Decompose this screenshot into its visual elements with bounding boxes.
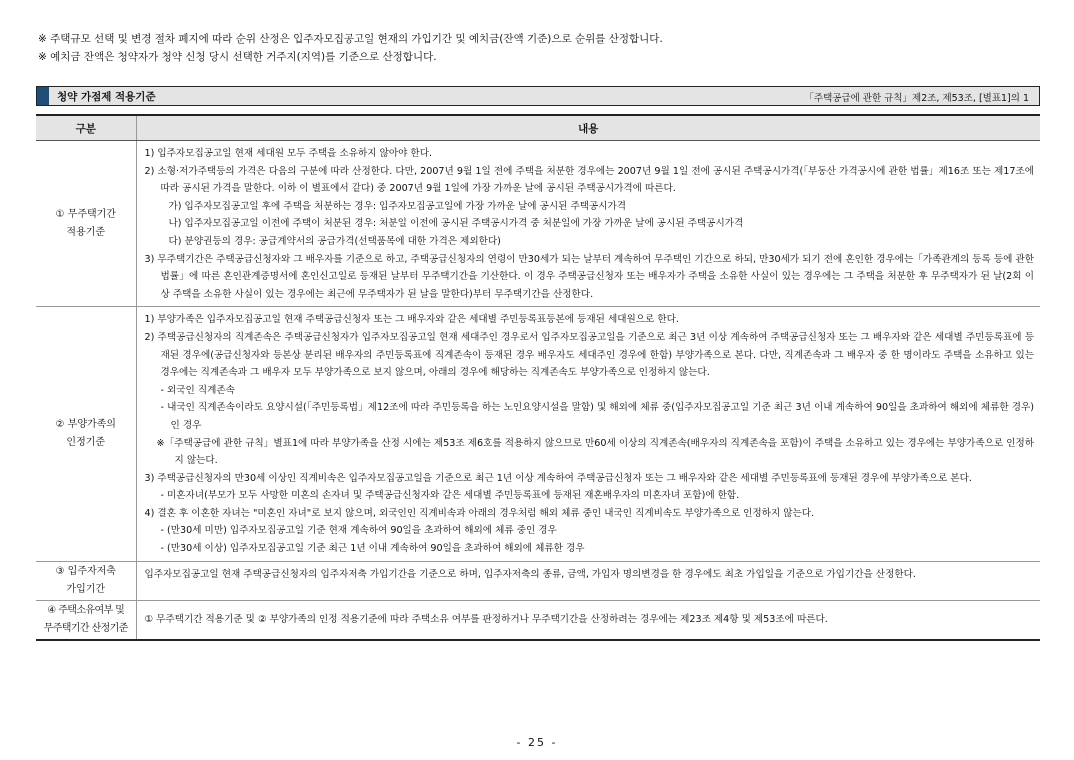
content-line: 1) 입주자모집공고일 현재 세대원 모두 주택을 소유하지 않아야 한다. <box>144 148 433 159</box>
category-label: 가입기간 <box>66 583 106 595</box>
content-cell <box>136 307 1040 561</box>
content-line: 2) 주택공급신청자의 직계존속은 주택공급신청자가 입주자모집공고일 현재 세대주인 경우로서 입주자모집공고일을 기준으로 최근 3년 이상 계속하여 주택공급신청자 또는 그 배우자와 같은 세대별 주민등록표에 등재된 경우에(공급신청자와 등본상 분리된 배우자의 주민등록표에 직계존속이 등재된 경우 배우자도 세대주인 경우에 한함) 부양가족으로 본다. 다만, 직계존속과 그 배우자 중 한 명이라도 주택을 소유하고 있는 경우에는 직계존속과 그 배우자 모두 부양가족으로 보지 않으며, 아래의 경우에 해당하는 직계존속도 부양가족으로 인정하지 않는다. <box>144 331 1034 379</box>
content-line: - (만30세 이상) 입주자모집공고일 기준 최근 1년 이내 계속하여 90일을 초과하여 해외에 체류한 경우 <box>160 543 585 555</box>
category-label: ④ 주택소유여부 및 <box>47 604 125 616</box>
table-row-no-home-period <box>36 141 1040 307</box>
content-line: 입주자모집공고일 현재 주택공급신청자의 입주자저축 가입기간을 기준으로 하며, 입주자저축의 종류, 금액, 가입자 명의변경을 한 경우에도 최초 가입일을 기준으로 가입기간을 산정한다. <box>144 568 916 580</box>
category-label: 인정기준 <box>66 437 106 448</box>
content-line: - (만30세 미만) 입주자모집공고일 기준 현재 계속하여 90일을 초과하여 해외에 체류 중인 경우 <box>160 525 557 537</box>
section-title: 청약 가점제 적용기준 <box>57 91 156 103</box>
content-line: - 외국인 직계존속 <box>160 384 235 396</box>
content-cell <box>136 600 1040 640</box>
note-housing-size: ※ 주택규모 선택 및 변경 절차 폐지에 따라 순위 산정은 입주자모집공고일 현재의 가입기간 및 예치금(잔액 기준)으로 순위를 산정합니다. <box>38 33 663 45</box>
section-marker <box>37 87 49 105</box>
content-line: 3) 주택공급신청자의 만30세 이상인 직계비속은 입주자모집공고일을 기준으로 최근 1년 이상 계속하여 주택공급신청자 또는 그 배우자와 같은 세대별 주민등록표에 등재된 경우에 부양가족으로 본다. <box>144 472 972 484</box>
table-row-savings-period <box>36 561 1040 600</box>
content-line: 나) 입주자모집공고일 이전에 주택이 처분된 경우: 처분일 이전에 공시된 주택공시가격 중 처분일에 가장 가까운 날에 공시된 주택공시가격 <box>168 218 744 230</box>
content-line: 3) 무주택기간은 주택공급신청자와 그 배우자를 기준으로 하고, 주택공급신청자의 연령이 만30세가 되는 날부터 계속하여 무주택인 기간으로 하되, 만30세가 되기 전에 혼인한 경우에는「가족관계의 등록 등에 관한 법률」에 따른 혼인관계증명서에 혼인신고일로 등재된 날부터 무주택기간을 기산한다. 이 경우 주택공급신청자 또는 배우자가 주택을 소유한 사실이 있는 경우에는 그 주택을 처분한 후 무주택자가 된 날(2회 이상 주택을 소유한 사실이 있는 경우에는 최근에 무주택자가 된 날을 말한다)부터 무주택기간을 산정한다. <box>144 253 1034 300</box>
table-row-ownership-criteria <box>36 600 1040 640</box>
content-cell <box>136 561 1040 600</box>
content-line: 가) 입주자모집공고일 후에 주택을 처분하는 경우: 입주자모집공고일에 가장 가까운 날에 공시된 주택공시가격 <box>168 200 627 212</box>
category-label: 적용기준 <box>66 226 106 238</box>
category-cell <box>36 307 136 561</box>
content-line: 4) 결혼 후 이혼한 자녀는 "미혼인 자녀"로 보지 않으며, 외국인인 직계비속과 아래의 경우처럼 해외 체류 중인 내국인 직계비속도 부양가족으로 인정하지 않는다. <box>144 507 815 519</box>
category-label: ② 부양가족의 <box>55 419 116 430</box>
section-header <box>36 86 1040 106</box>
scoring-criteria-table <box>36 114 1040 641</box>
header-content: 내용 <box>136 115 1040 141</box>
content-line: - 미혼자녀(부모가 모두 사망한 미혼의 손자녀 및 주택공급신청자와 같은 세대별 주민등록표에 등재된 재혼배우자의 미혼자녀 포함)에 한함. <box>160 490 740 502</box>
category-label: ③ 입주자저축 <box>55 565 116 577</box>
category-cell <box>36 561 136 600</box>
content-line: ① 무주택기간 적용기준 및 ② 부양가족의 인정 적용기준에 따라 주택소유 여부를 판정하거나 무주택기간을 산정하려는 경우에는 제23조 제4항 및 제53조에 따른다. <box>144 614 828 626</box>
content-line: 2) 소형·저가주택등의 가격은 다음의 구분에 따라 산정한다. 다만, 2007년 9월 1일 전에 주택을 처분한 경우에는 2007년 9월 1일 전에 공시된 주택공시가격(「부동산 가격공시에 관한 법률」제16조 또는 제17조에 따라 공시된 가격을 말한다. 이하 이 별표에서 같다) 중 2007년 9월 1일에 가장 가까운 날에 공시된 주택공시가격에 따른다. <box>144 165 1034 195</box>
page-number: - 25 - <box>516 736 558 749</box>
content-line: 1) 부양가족은 입주자모집공고일 현재 주택공급신청자 또는 그 배우자와 같은 세대별 주민등록표등본에 등재된 세대원으로 한다. <box>144 314 679 326</box>
content-line: 다) 분양권등의 경우: 공급계약서의 공급가격(선택품목에 대한 가격은 제외한다) <box>168 235 501 247</box>
content-line: ※「주택공급에 관한 규칙」별표1에 따라 부양가족을 산정 시에는 제53조 제6호를 적용하지 않으므로 만60세 이상의 직계존속(배우자의 직계존속을 포함)이 주택을 소유하고 있는 경우에는 부양가족으로 인정하지 않는다. <box>156 437 1034 467</box>
category-cell <box>36 141 136 307</box>
content-cell <box>136 141 1040 307</box>
section-reference: 「주택공급에 관한 규칙」제2조, 제53조, [별표1]의 1 <box>804 93 1029 104</box>
notes <box>38 30 663 66</box>
note-deposit-balance: ※ 예치금 잔액은 청약자가 청약 신청 당시 선택한 거주지(지역)를 기준으로 산정합니다. <box>38 51 437 63</box>
category-label: 무주택기간 산정기준 <box>43 622 128 634</box>
content-line: - 내국인 직계존속이라도 요양시설(「주민등록법」제12조에 따라 주민등록을 하는 노인요양시설을 말함) 및 해외에 체류 중(입주자모집공고일 기준 최근 3년 이내 계속하여 90일을 초과하여 해외에 체류한 경우)인 경우 <box>160 402 1034 431</box>
header-category: 구분 <box>36 115 136 141</box>
category-cell <box>36 600 136 640</box>
category-label: ① 무주택기간 <box>55 208 116 220</box>
table-row-dependents <box>36 307 1040 561</box>
table-header-row <box>36 115 1040 141</box>
